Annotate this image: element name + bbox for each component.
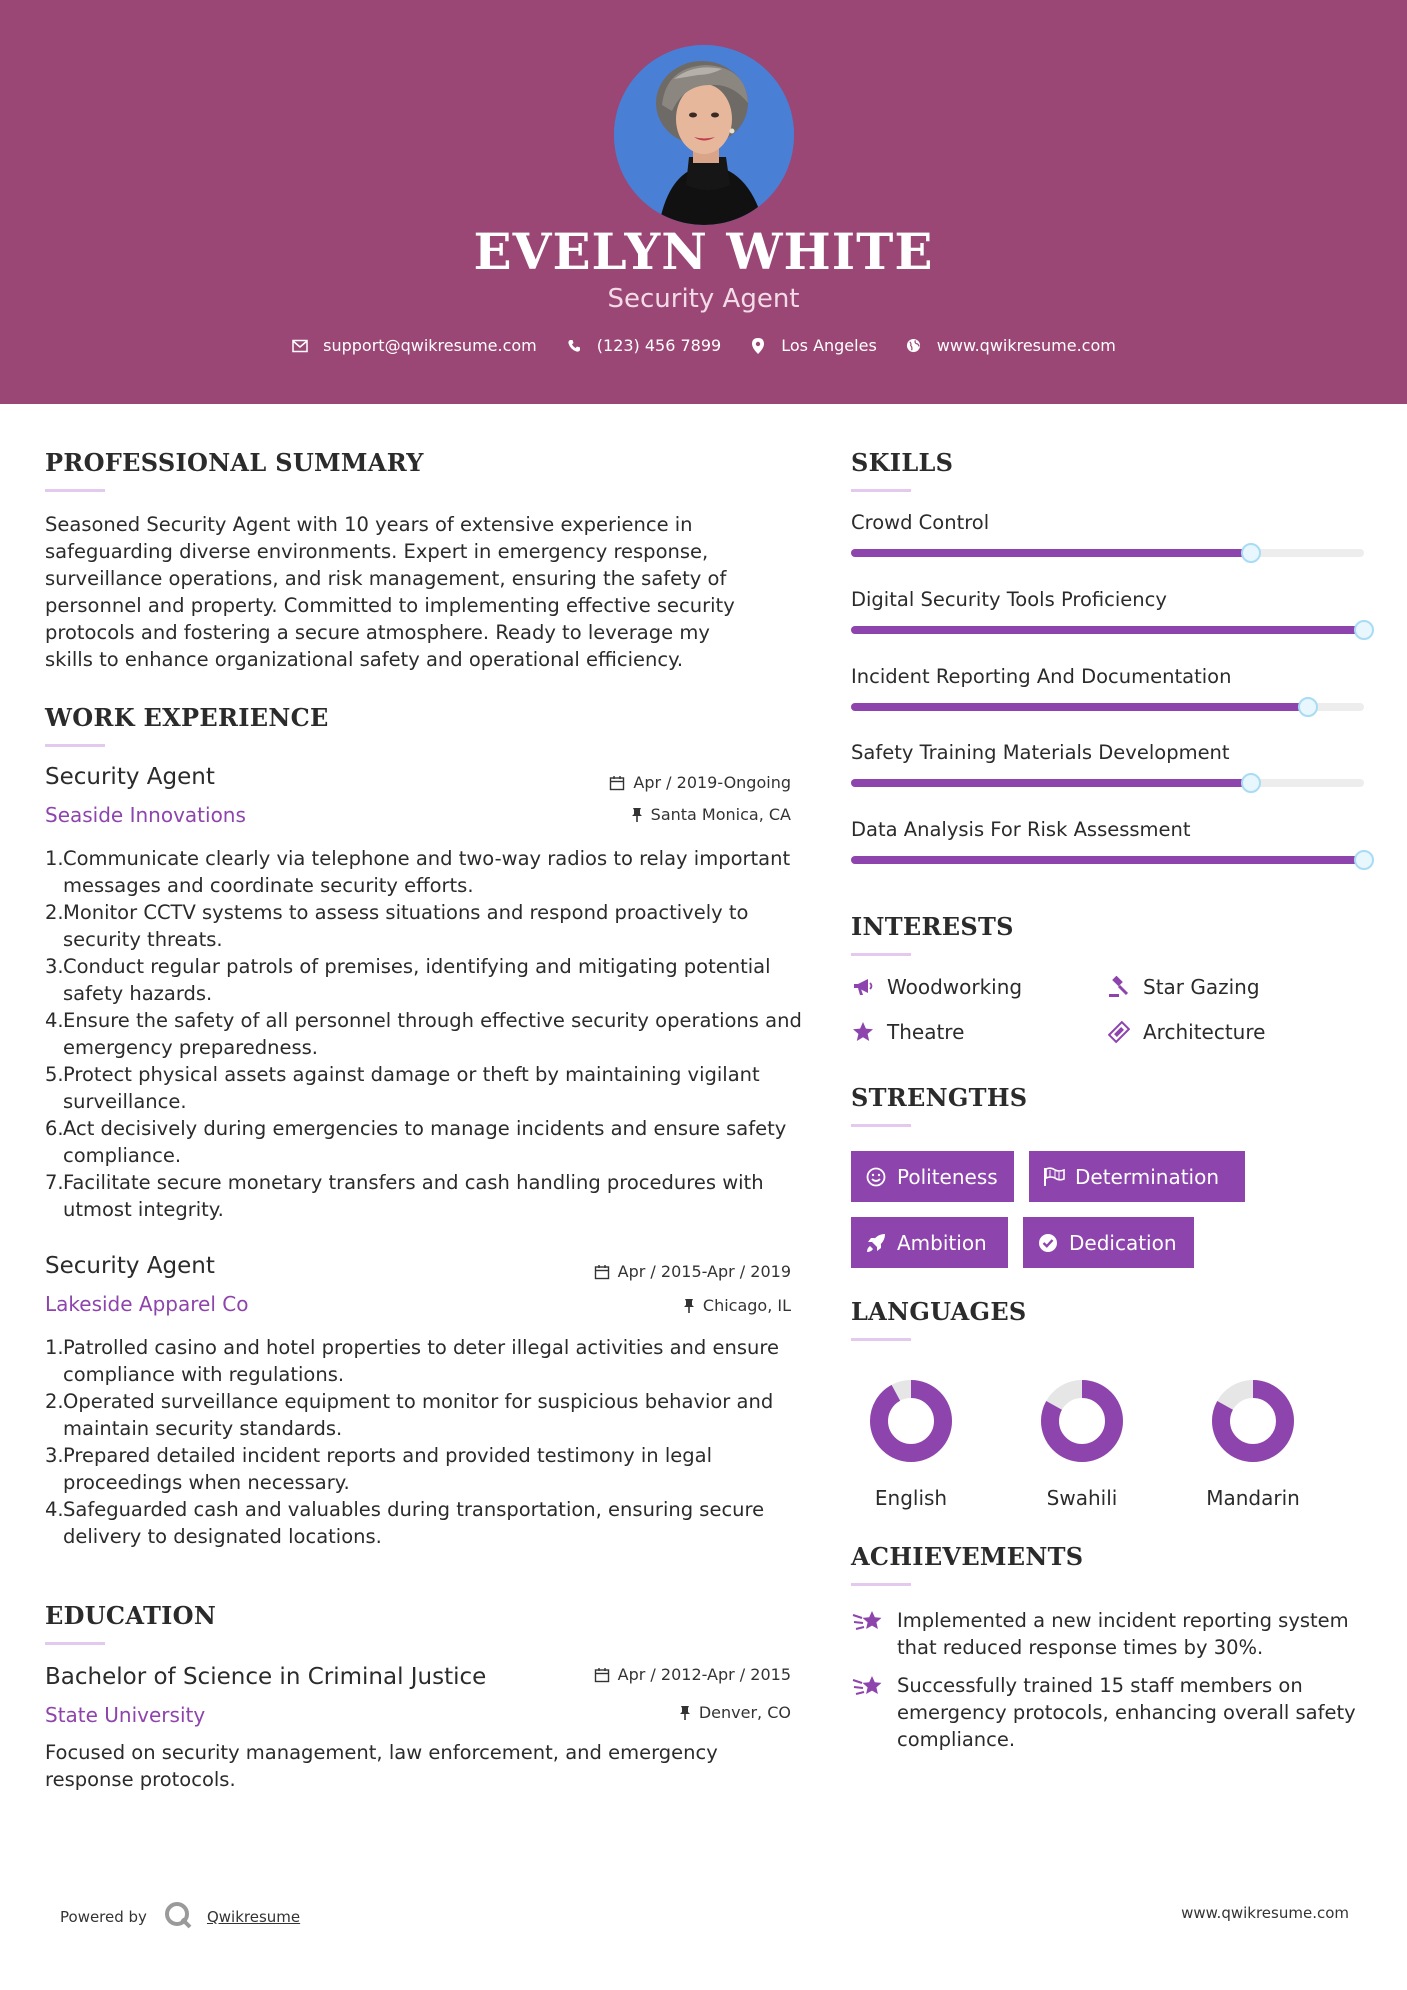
skill-knob <box>1354 620 1374 640</box>
strength-badge <box>1023 1217 1194 1268</box>
contact-location-text: Los Angeles <box>781 336 877 355</box>
summary-line: Seasoned Security Agent with 10 years of extensive experience in <box>45 513 693 536</box>
interest-item <box>1107 975 1260 999</box>
language-name: Swahili <box>1046 1486 1118 1510</box>
strength-badge <box>851 1217 1008 1268</box>
contact-website-text: www.qwikresume.com <box>936 336 1116 355</box>
job-location <box>631 805 791 824</box>
skill-item <box>851 511 1364 571</box>
shooting-star-icon <box>851 1605 885 1639</box>
contact-email[interactable] <box>291 336 537 355</box>
strength-label: Ambition <box>897 1230 987 1255</box>
contact-website[interactable] <box>905 336 1116 355</box>
list-item: Prepared detailed incident reports and provided testimony in legal proceedings when necessary. <box>63 1444 712 1494</box>
summary-text <box>45 511 805 673</box>
interest-label: Theatre <box>887 1020 965 1044</box>
contact-email-text: support@qwikresume.com <box>323 336 537 355</box>
skill-fill <box>851 779 1251 787</box>
smile-icon <box>865 1166 887 1188</box>
education-location-text: Denver, CO <box>698 1703 791 1722</box>
qwikresume-logo-icon <box>163 1900 193 1934</box>
contact-phone-text: (123) 456 7899 <box>596 336 722 355</box>
interest-label: Woodworking <box>887 975 1023 999</box>
school-name: State University <box>45 1703 206 1727</box>
degree-title: Bachelor of Science in Criminal Justice <box>45 1664 487 1690</box>
job-responsibilities <box>45 1334 805 1550</box>
language-item <box>836 1376 986 1510</box>
resume-header <box>0 0 1407 404</box>
interest-item <box>851 975 1022 999</box>
list-item: Facilitate secure monetary transfers and cash handling procedures with utmost integrity. <box>63 1171 764 1221</box>
list-item: Safeguarded cash and valuables during transportation, ensuring secure delivery to designated locations. <box>63 1498 765 1548</box>
gavel-icon <box>1107 975 1131 999</box>
job-title: Security Agent <box>45 764 215 790</box>
skill-item <box>851 588 1364 648</box>
company-name: Lakeside Apparel Co <box>45 1292 249 1316</box>
language-item <box>1178 1376 1328 1510</box>
education-heading: EDUCATION <box>45 1601 217 1630</box>
strength-badge <box>1029 1151 1245 1202</box>
language-name: Mandarin <box>1206 1486 1300 1510</box>
calendar-icon <box>594 1264 610 1280</box>
interest-item <box>1107 1020 1265 1044</box>
language-donut <box>866 1376 956 1466</box>
map-marker-icon <box>749 337 767 355</box>
summary-divider <box>45 489 105 492</box>
strength-label: Politeness <box>897 1164 998 1189</box>
rocket-icon <box>865 1232 887 1254</box>
list-item: Protect physical assets against damage or theft by maintaining vigilant surveillance. <box>63 1063 760 1113</box>
skill-track <box>851 549 1364 557</box>
footer-branding <box>60 1900 300 1934</box>
skill-track <box>851 626 1364 634</box>
skill-fill <box>851 856 1364 864</box>
experience-heading: WORK EXPERIENCE <box>45 703 329 732</box>
strengths-divider <box>851 1124 911 1127</box>
calendar-icon <box>594 1667 610 1683</box>
achievement-item <box>851 1607 1371 1661</box>
language-donut <box>1208 1376 1298 1466</box>
summary-heading: PROFESSIONAL SUMMARY <box>45 448 424 477</box>
skill-name: Incident Reporting And Documentation <box>851 665 1232 688</box>
language-donut <box>1037 1376 1127 1466</box>
list-item: Ensure the safety of all personnel through effective security operations and emergency preparedness. <box>63 1009 802 1059</box>
interest-item <box>851 1020 964 1044</box>
education-location <box>679 1703 791 1722</box>
shooting-star-icon <box>851 1670 885 1704</box>
achievement-item <box>851 1672 1371 1753</box>
pushpin-icon <box>631 807 643 823</box>
candidate-title: Security Agent <box>607 284 800 314</box>
languages-heading: LANGUAGES <box>851 1297 1027 1326</box>
check-circle-icon <box>1037 1232 1059 1254</box>
pushpin-icon <box>683 1298 695 1314</box>
skill-name: Crowd Control <box>851 511 990 534</box>
job-title: Security Agent <box>45 1253 215 1279</box>
skill-item <box>851 818 1364 878</box>
summary-line: protocols and fostering a secure atmosphere. Ready to leverage my <box>45 621 710 644</box>
list-item: Monitor CCTV systems to assess situations and respond proactively to security threats. <box>63 901 749 951</box>
job-location <box>683 1296 791 1315</box>
star-icon <box>851 1020 875 1044</box>
candidate-name: EVELYN WHITE <box>473 222 934 281</box>
job-dates <box>609 773 791 792</box>
languages-divider <box>851 1338 911 1341</box>
list-item: Patrolled casino and hotel properties to deter illegal activities and ensure compliance with regulations. <box>63 1336 779 1386</box>
interests-heading: INTERESTS <box>851 912 1014 941</box>
skill-track <box>851 779 1364 787</box>
globe-icon <box>905 337 923 355</box>
skill-fill <box>851 626 1364 634</box>
skill-name: Safety Training Materials Development <box>851 741 1230 764</box>
skill-name: Data Analysis For Risk Assessment <box>851 818 1191 841</box>
skills-heading: SKILLS <box>851 448 954 477</box>
donut-fill <box>879 1389 943 1453</box>
interests-divider <box>851 953 911 956</box>
job-dates-text: Apr / 2019-Ongoing <box>633 773 791 792</box>
education-description: Focused on security management, law enforcement, and emergency response protocols. <box>45 1741 718 1791</box>
skill-track <box>851 703 1364 711</box>
achievement-text: Successfully trained 15 staff members on emergency protocols, enhancing overall safety compliance. <box>897 1674 1356 1751</box>
language-name: English <box>874 1486 948 1510</box>
contact-phone[interactable] <box>565 336 721 355</box>
experience-divider <box>45 744 105 747</box>
footer-website[interactable]: www.qwikresume.com <box>1181 1904 1349 1922</box>
education-dates-text: Apr / 2012-Apr / 2015 <box>617 1665 791 1684</box>
achievements-heading: ACHIEVEMENTS <box>851 1542 1084 1571</box>
interest-label: Architecture <box>1143 1020 1266 1044</box>
summary-line: safeguarding diverse environments. Expert in emergency response, <box>45 540 709 563</box>
education-divider <box>45 1642 105 1645</box>
skill-fill <box>851 703 1308 711</box>
skill-knob <box>1241 543 1261 563</box>
skill-knob <box>1298 697 1318 717</box>
envelope-icon <box>291 337 309 355</box>
bullhorn-icon <box>851 975 875 999</box>
skills-divider <box>851 489 911 492</box>
company-name: Seaside Innovations <box>45 803 246 827</box>
job-responsibilities <box>45 845 805 1223</box>
job-dates <box>594 1262 791 1281</box>
ticket-icon <box>1107 1020 1131 1044</box>
list-item: Conduct regular patrols of premises, identifying and mitigating potential safety hazards. <box>63 955 771 1005</box>
phone-icon <box>565 337 583 355</box>
calendar-icon <box>609 775 625 791</box>
strengths-heading: STRENGTHS <box>851 1083 1028 1112</box>
profile-photo <box>614 45 794 225</box>
interest-label: Star Gazing <box>1143 975 1260 999</box>
skill-item <box>851 741 1364 801</box>
skill-name: Digital Security Tools Proficiency <box>851 588 1167 611</box>
achievements-divider <box>851 1583 911 1586</box>
contact-location <box>749 336 877 355</box>
skill-track <box>851 856 1364 864</box>
summary-line: personnel and property. Committed to implementing effective security <box>45 594 735 617</box>
strength-badge <box>851 1151 1014 1202</box>
powered-by-text: Powered by <box>60 1908 147 1926</box>
list-item: Act decisively during emergencies to manage incidents and ensure safety compliance. <box>63 1117 787 1167</box>
job-dates-text: Apr / 2015-Apr / 2019 <box>617 1262 791 1281</box>
achievement-text: Implemented a new incident reporting system that reduced response times by 30%. <box>897 1609 1349 1659</box>
skill-fill <box>851 549 1251 557</box>
skill-knob <box>1241 773 1261 793</box>
pushpin-icon <box>679 1705 691 1721</box>
job-location-text: Chicago, IL <box>702 1296 791 1315</box>
skill-item <box>851 665 1364 725</box>
list-item: Communicate clearly via telephone and two-way radios to relay important messages and coordinate security efforts. <box>63 847 791 897</box>
strength-label: Dedication <box>1069 1230 1177 1255</box>
flag-icon <box>1043 1166 1065 1188</box>
strength-label: Determination <box>1075 1164 1220 1189</box>
summary-line: surveillance operations, and risk management, ensuring the safety of <box>45 567 727 590</box>
skill-knob <box>1354 850 1374 870</box>
contact-bar <box>0 336 1407 355</box>
qwikresume-link[interactable]: Qwikresume <box>206 1908 301 1926</box>
list-item: Operated surveillance equipment to monitor for suspicious behavior and maintain security standards. <box>63 1390 774 1440</box>
education-dates <box>594 1665 791 1684</box>
language-item <box>1007 1376 1157 1510</box>
job-location-text: Santa Monica, CA <box>650 805 791 824</box>
summary-line: skills to enhance organizational safety and operational efficiency. <box>45 648 684 671</box>
